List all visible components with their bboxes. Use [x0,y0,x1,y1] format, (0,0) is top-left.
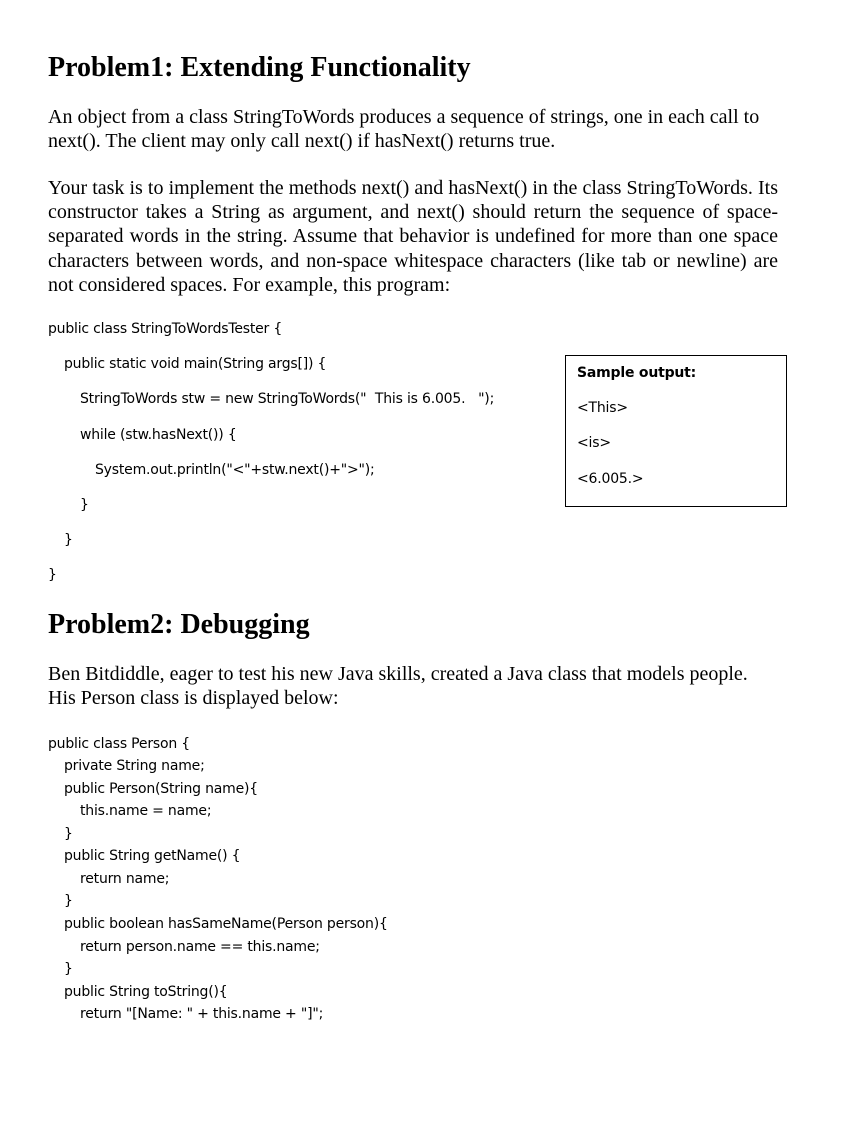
code-line: public static void main(String args[]) { [64,356,327,372]
code-line: public class StringToWordsTester { [48,321,283,337]
problem2-paragraph-1: Ben Bitdiddle, eager to test his new Java skills, created a Java class that models people. His Person class is displayed below: [48,663,748,710]
code-line: } [80,497,89,513]
code-line: System.out.println("<"+stw.next()+">"); [95,462,375,478]
code-line: while (stw.hasNext()) { [80,427,237,443]
problem1-paragraph-1: An object from a class StringToWords produces a sequence of strings, one in each call to next(). The client may only call next() if hasNext() returns true. [48,106,760,153]
code-line: } [64,893,73,909]
code-line: public class Person { [48,736,190,752]
code-line: } [64,826,73,842]
problem2-heading: Problem2: Debugging [48,609,310,640]
code-line: return person.name == this.name; [80,939,320,955]
code-line: } [64,532,73,548]
sample-output-line: <is> [577,435,611,451]
code-line: public boolean hasSameName(Person person){ [64,916,388,932]
code-line: StringToWords stw = new StringToWords(" This is 6.005. "); [80,391,495,407]
code-line: } [64,961,73,977]
code-line: public String toString(){ [64,984,228,1000]
code-line: return name; [80,871,170,887]
sample-output-line: <This> [577,400,628,416]
code-line: private String name; [64,758,205,774]
problem1-heading: Problem1: Extending Functionality [48,52,471,83]
code-line: } [48,567,57,583]
sample-output-title: Sample output: [577,365,697,381]
code-line: public String getName() { [64,848,241,864]
code-line: public Person(String name){ [64,781,258,797]
problem1-paragraph-2: Your task is to implement the methods next() and hasNext() in the class StringToWords. Its constructor takes a String as argument, and next() should return the sequence of space-separated words in the string. Assume that behavior is undefined for more than one space characters between words, and non-space whitespace characters (like tab or newline) are not considered spaces. For example, this program: [48,177,778,296]
sample-output-box [565,355,787,507]
code-line: this.name = name; [80,803,212,819]
sample-output-line: <6.005.> [577,471,644,487]
code-line: return "[Name: " + this.name + "]"; [80,1006,324,1022]
